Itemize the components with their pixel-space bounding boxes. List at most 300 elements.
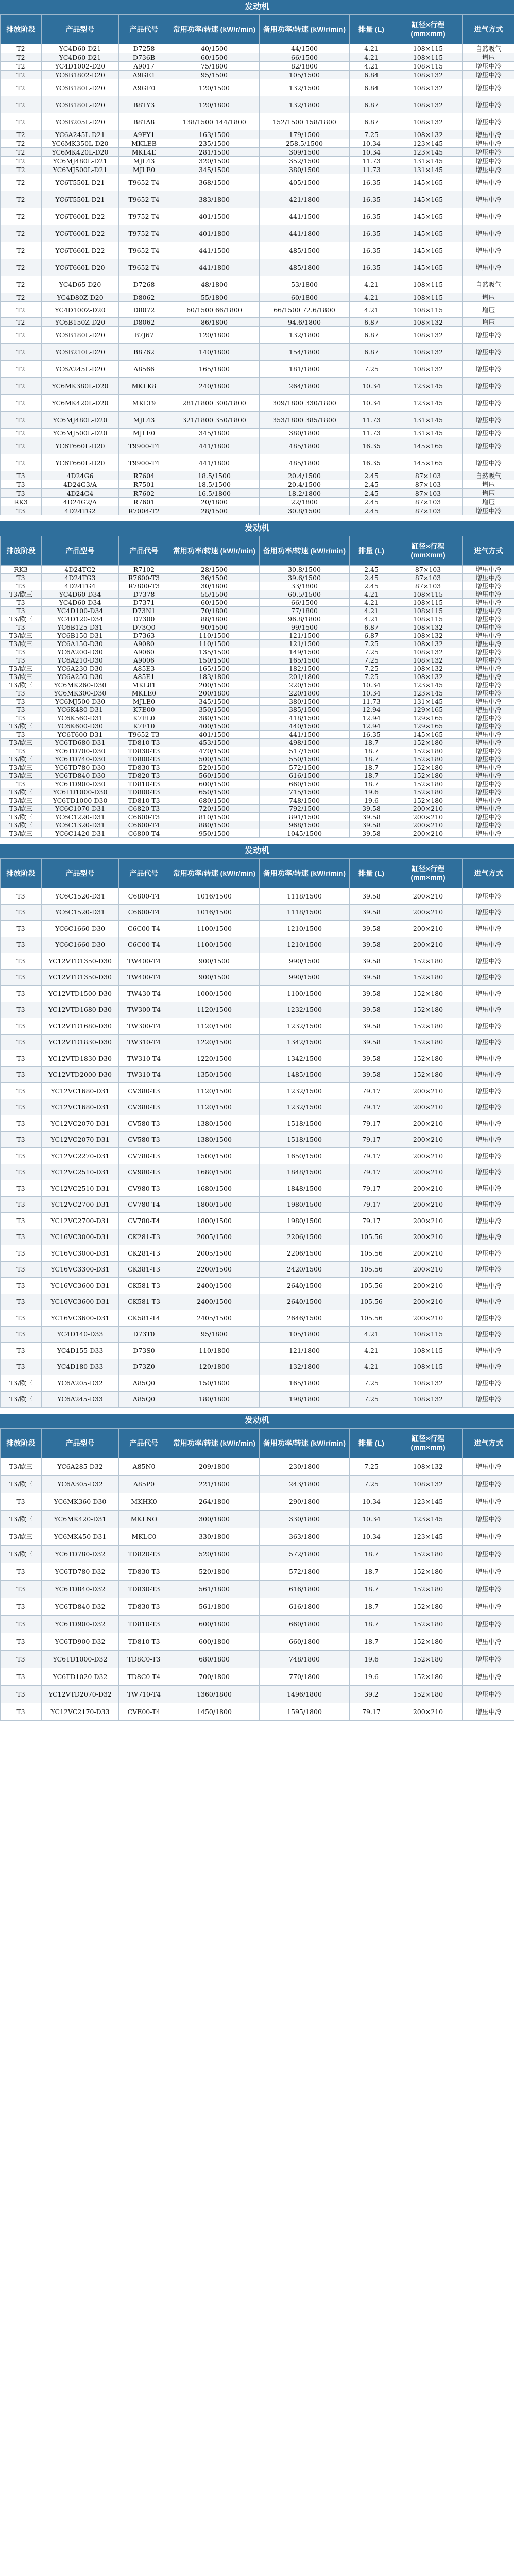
table-cell: 132/1800 (260, 327, 350, 344)
table-cell: TD820-T3 (119, 772, 169, 780)
table-cell: YC6B150-D31 (42, 632, 119, 640)
table-cell: 10.34 (350, 689, 393, 698)
table-cell: T2 (1, 191, 42, 208)
table-cell: 281/1500 (169, 148, 260, 157)
table-row (1, 157, 514, 165)
table-cell: T3 (1, 648, 42, 656)
table-row (1, 706, 514, 714)
table-cell: 36/1500 (169, 574, 260, 582)
table-row (1, 969, 514, 986)
table-cell: 1342/1500 (260, 1050, 350, 1067)
table-cell: 123×145 (393, 689, 463, 698)
table-cell: 39.58 (350, 1002, 393, 1018)
table-cell: YC6T660L-D22 (42, 242, 119, 259)
table-cell: 30/1800 (169, 582, 260, 590)
table-cell: 增压中冷 (463, 566, 514, 574)
table-cell: 700/1800 (169, 1668, 260, 1686)
table-row (1, 506, 514, 515)
table-cell: T2 (1, 225, 42, 242)
table-cell: 108×132 (393, 344, 463, 361)
table-cell: 79.17 (350, 1180, 393, 1197)
table-cell: B8762 (119, 344, 169, 361)
table-cell: CK381-T3 (119, 1261, 169, 1278)
table-cell: 4.21 (350, 62, 393, 71)
table-cell: 39.58 (350, 953, 393, 970)
table-cell: TD810-T3 (119, 1616, 169, 1633)
table-cell: T3 (1, 780, 42, 788)
table-cell: R7604 (119, 471, 169, 480)
table-cell: 增压 (463, 498, 514, 506)
table-cell: 770/1800 (260, 1668, 350, 1686)
table-cell: 350/1500 (169, 706, 260, 714)
table-cell: CV780-T4 (119, 1213, 169, 1229)
table-cell: T2 (1, 96, 42, 113)
table-cell: 20.4/1500 (260, 480, 350, 489)
table-row (1, 1598, 514, 1616)
table-cell: YC6MK350L-D20 (42, 139, 119, 148)
table-cell: T2 (1, 302, 42, 318)
table-cell: 108×132 (393, 71, 463, 79)
table-cell: 200×210 (393, 1294, 463, 1310)
table-cell: 95/1500 (169, 71, 260, 79)
table-cell: CK281-T3 (119, 1229, 169, 1245)
table-cell: T3 (1, 480, 42, 489)
table-cell: RK3 (1, 566, 42, 574)
table-cell: T3 (1, 1278, 42, 1294)
table-cell: YC12VTD2000-D30 (42, 1066, 119, 1083)
table-cell: 增压中冷 (463, 904, 514, 921)
table-cell: YC16VC3300-D31 (42, 1261, 119, 1278)
table-row (1, 632, 514, 640)
table-cell: 87×103 (393, 498, 463, 506)
column-header: 排放阶段 (1, 536, 42, 566)
table-cell: CK581-T3 (119, 1278, 169, 1294)
table-cell: 200×210 (393, 1261, 463, 1278)
table-cell: 105.56 (350, 1261, 393, 1278)
table-row (1, 53, 514, 62)
table-cell: 150/1500 (169, 656, 260, 665)
table-cell: 264/1800 (260, 378, 350, 395)
table-row (1, 607, 514, 615)
table-cell: 增压中冷 (463, 590, 514, 599)
table-cell: 891/1500 (260, 813, 350, 821)
table-cell: YC6MK420L-D20 (42, 395, 119, 412)
table-row (1, 1261, 514, 1278)
table-cell: 10.34 (350, 139, 393, 148)
table-cell: 4.21 (350, 1359, 393, 1375)
table-cell: 405/1500 (260, 174, 350, 191)
table-cell: YC12VC2070-D31 (42, 1115, 119, 1132)
table-cell: B7J67 (119, 327, 169, 344)
table-cell: 18.7 (350, 1563, 393, 1581)
table-cell: 增压中冷 (463, 1616, 514, 1633)
column-header: 缸径×行程 (mm×mm) (393, 536, 463, 566)
table-cell: 108×132 (393, 1458, 463, 1476)
table-cell: YC6C1520-D31 (42, 904, 119, 921)
table-cell: T3/欧三 (1, 772, 42, 780)
table-cell: 121/1500 (260, 640, 350, 648)
table-cell: 150/1800 (169, 1375, 260, 1392)
table-cell: 108×115 (393, 1326, 463, 1343)
table-cell: 352/1500 (260, 157, 350, 165)
column-header: 排放阶段 (1, 859, 42, 888)
table-cell: 132/1800 (260, 96, 350, 113)
table-cell: D8062 (119, 293, 169, 302)
table-cell: 145×165 (393, 731, 463, 739)
table-cell: 增压中冷 (463, 921, 514, 937)
table-cell: CV380-T3 (119, 1083, 169, 1099)
table-cell: 增压中冷 (463, 1196, 514, 1213)
column-header: 排量 (L) (350, 15, 393, 44)
table-cell: 1100/1500 (169, 937, 260, 953)
table-cell: 94.6/1800 (260, 318, 350, 327)
table-row (1, 623, 514, 632)
table-cell: 181/1800 (260, 361, 350, 378)
table-cell: 123×145 (393, 378, 463, 395)
table-cell: T3 (1, 1598, 42, 1616)
table-cell: 108×115 (393, 62, 463, 71)
table-row (1, 1616, 514, 1633)
table-cell: YC6T550L-D21 (42, 174, 119, 191)
table-cell: 79.17 (350, 1703, 393, 1721)
table-row (1, 648, 514, 656)
table-cell: 152×180 (393, 1050, 463, 1067)
table-cell: 87×103 (393, 574, 463, 582)
table-row (1, 953, 514, 970)
table-cell: YC4D1002-D20 (42, 62, 119, 71)
table-cell: 152×180 (393, 1581, 463, 1598)
table-row (1, 71, 514, 79)
table-cell: 增压中冷 (463, 615, 514, 623)
table-cell: 2.45 (350, 506, 393, 515)
table-cell: 16.35 (350, 437, 393, 454)
table-cell: 152×180 (393, 986, 463, 1002)
table-cell: 129×165 (393, 722, 463, 731)
table-cell: 4.21 (350, 53, 393, 62)
table-row (1, 1294, 514, 1310)
table-cell: 20/1800 (169, 498, 260, 506)
table-cell: 39.58 (350, 986, 393, 1002)
table-cell: 增压中冷 (463, 395, 514, 412)
table-cell: 123×145 (393, 139, 463, 148)
table-cell: D73Q0 (119, 623, 169, 632)
table-cell: YC6TD780-D30 (42, 764, 119, 772)
table-cell: 123×145 (393, 1493, 463, 1511)
table-cell: 132/1500 (260, 79, 350, 96)
table-cell: 900/1500 (169, 953, 260, 970)
table-cell: 550/1500 (260, 755, 350, 764)
column-header: 产品代号 (119, 859, 169, 888)
table-cell: T3/欧三 (1, 764, 42, 772)
table-cell: T2 (1, 378, 42, 395)
table-row (1, 225, 514, 242)
table-cell: 131×145 (393, 412, 463, 429)
table-cell: 1220/1500 (169, 1050, 260, 1067)
table-cell: K7EL0 (119, 714, 169, 722)
table-cell: YC12VC2700-D31 (42, 1213, 119, 1229)
table-cell: 6.87 (350, 327, 393, 344)
table-cell: 增压中冷 (463, 1651, 514, 1668)
table-cell: T3/欧三 (1, 796, 42, 805)
table-cell: 增压中冷 (463, 96, 514, 113)
table-cell: YC6A150-D30 (42, 640, 119, 648)
table-cell: 6.84 (350, 79, 393, 96)
table-cell: 4.21 (350, 293, 393, 302)
table-cell: 200×210 (393, 813, 463, 821)
table-cell: YC6MJ500L-D21 (42, 165, 119, 174)
table-cell: C6C00-T4 (119, 921, 169, 937)
table-cell: YC6TD1000-D32 (42, 1651, 119, 1668)
table-cell: 152×180 (393, 1633, 463, 1651)
table-row (1, 471, 514, 480)
table-cell: YC6B1802-D20 (42, 71, 119, 79)
table-row (1, 566, 514, 574)
table-row (1, 1213, 514, 1229)
table-cell: B8TY3 (119, 96, 169, 113)
table-cell: 715/1500 (260, 788, 350, 796)
table-cell: 968/1500 (260, 821, 350, 829)
table-cell: 6.87 (350, 344, 393, 361)
table-row (1, 1375, 514, 1392)
table-cell: 368/1500 (169, 174, 260, 191)
table-cell: 572/1500 (260, 764, 350, 772)
table-cell: TD830-T3 (119, 1581, 169, 1598)
table-row (1, 722, 514, 731)
table-cell: C6800-T4 (119, 829, 169, 838)
table-cell: 增压中冷 (463, 148, 514, 157)
table-cell: 99/1500 (260, 623, 350, 632)
table-cell: 增压中冷 (463, 888, 514, 905)
table-cell: 2420/1500 (260, 1261, 350, 1278)
table-cell: 20.4/1500 (260, 471, 350, 480)
table-cell: 增压中冷 (463, 764, 514, 772)
table-cell: 增压中冷 (463, 813, 514, 821)
table-cell: 108×115 (393, 53, 463, 62)
table-row (1, 480, 514, 489)
table-cell: TW310-T4 (119, 1066, 169, 1083)
table-cell: MKL81 (119, 681, 169, 689)
table-cell: 增压中冷 (463, 1581, 514, 1598)
table-cell: 90/1500 (169, 623, 260, 632)
table-cell: YC6A210-D30 (42, 656, 119, 665)
column-header: 常用功率/转速 (kW/r/min) (169, 859, 260, 888)
table-row (1, 673, 514, 681)
table-cell: 129×165 (393, 706, 463, 714)
table-cell: T3 (1, 1018, 42, 1035)
table-cell: 105.56 (350, 1229, 393, 1245)
table-cell: 1518/1500 (260, 1131, 350, 1148)
section-gap (0, 515, 514, 521)
table-cell: T2 (1, 174, 42, 191)
table-cell: 18.7 (350, 1616, 393, 1633)
table-cell: 4.21 (350, 607, 393, 615)
table-cell: 1518/1500 (260, 1115, 350, 1132)
table-cell: R7600-T3 (119, 574, 169, 582)
table-cell: T9652-T4 (119, 242, 169, 259)
table-cell: 增压中冷 (463, 506, 514, 515)
table-cell: T2 (1, 79, 42, 96)
table-cell: 60/1500 66/1800 (169, 302, 260, 318)
table-row (1, 1278, 514, 1294)
table-cell: 108×115 (393, 1359, 463, 1375)
table-cell: YC12VC2700-D31 (42, 1196, 119, 1213)
table-cell: MKLC0 (119, 1528, 169, 1546)
table-cell: 增压中冷 (463, 665, 514, 673)
table-cell: 1120/1500 (169, 1099, 260, 1115)
table-cell: 4D24TG2 (42, 566, 119, 574)
table-cell: T3 (1, 1099, 42, 1115)
table-cell: K7E00 (119, 706, 169, 714)
table-row (1, 986, 514, 1002)
table-cell: 221/1800 (169, 1476, 260, 1493)
table-cell: TW710-T4 (119, 1686, 169, 1703)
table-row (1, 1528, 514, 1546)
table-cell: 108×132 (393, 318, 463, 327)
table-cell: 6.87 (350, 623, 393, 632)
table-cell: RK3 (1, 498, 42, 506)
table-cell: MJLE0 (119, 698, 169, 706)
table-cell: 441/1800 (260, 225, 350, 242)
table-cell: A85Q0 (119, 1391, 169, 1408)
table-cell: 616/1800 (260, 1598, 350, 1616)
engine-spec-table (0, 536, 514, 838)
table-cell: 1360/1800 (169, 1686, 260, 1703)
table-row (1, 1326, 514, 1343)
table-cell: 18.7 (350, 1581, 393, 1598)
table-cell: 200×210 (393, 1083, 463, 1099)
table-cell: 60/1800 (260, 293, 350, 302)
table-cell: T3/欧三 (1, 1528, 42, 1546)
table-cell: 增压中冷 (463, 1326, 514, 1343)
table-cell: 增压中冷 (463, 623, 514, 632)
table-cell: 11.73 (350, 412, 393, 429)
table-cell: C6C00-T4 (119, 937, 169, 953)
table-cell: YC6TD1020-D32 (42, 1668, 119, 1686)
table-cell: T3/欧三 (1, 1458, 42, 1476)
table-cell: 增压中冷 (463, 1115, 514, 1132)
column-header: 产品型号 (42, 15, 119, 44)
table-cell: 748/1800 (260, 1651, 350, 1668)
table-cell: 19.6 (350, 788, 393, 796)
table-cell: 600/1800 (169, 1616, 260, 1633)
table-cell: T3 (1, 599, 42, 607)
table-cell: T3 (1, 1563, 42, 1581)
table-cell: R7501 (119, 480, 169, 489)
table-cell: K7E10 (119, 722, 169, 731)
table-cell: 增压中冷 (463, 673, 514, 681)
table-cell: 增压中冷 (463, 1066, 514, 1083)
table-cell: D7268 (119, 276, 169, 293)
table-cell: 2.45 (350, 480, 393, 489)
table-cell: 4.21 (350, 44, 393, 53)
column-header: 产品型号 (42, 1429, 119, 1458)
table-cell: 108×132 (393, 1476, 463, 1493)
table-cell: 1380/1500 (169, 1131, 260, 1148)
table-cell: 880/1500 (169, 821, 260, 829)
table-cell: 572/1800 (260, 1563, 350, 1581)
table-cell: 2400/1500 (169, 1278, 260, 1294)
table-cell: 385/1500 (260, 706, 350, 714)
table-cell: YC16VC3000-D31 (42, 1245, 119, 1262)
table-cell: 增压中冷 (463, 656, 514, 665)
table-cell: D73S0 (119, 1343, 169, 1359)
table-row (1, 327, 514, 344)
table-cell: 200×210 (393, 1115, 463, 1132)
table-cell: CV980-T3 (119, 1164, 169, 1180)
table-cell: T3 (1, 1148, 42, 1164)
table-cell: 2206/1500 (260, 1229, 350, 1245)
table-cell: CVE00-T4 (119, 1703, 169, 1721)
table-cell: 增压中冷 (463, 1493, 514, 1511)
table-cell: 79.17 (350, 1131, 393, 1148)
table-cell: 4D24TG3 (42, 574, 119, 582)
table-cell: T2 (1, 208, 42, 225)
table-cell: T2 (1, 71, 42, 79)
table-cell: 345/1500 (169, 698, 260, 706)
table-cell: 增压中冷 (463, 599, 514, 607)
table-cell: 320/1500 (169, 157, 260, 165)
table-cell: T2 (1, 429, 42, 437)
table-cell: A9006 (119, 656, 169, 665)
table-cell: 401/1800 (169, 225, 260, 242)
table-cell: T3 (1, 1294, 42, 1310)
table-cell: 19.6 (350, 1651, 393, 1668)
table-cell: YC6TD700-D30 (42, 747, 119, 755)
table-cell: 2.45 (350, 574, 393, 582)
table-cell: TD810-T3 (119, 739, 169, 747)
table-cell: 138/1500 144/1800 (169, 113, 260, 130)
table-cell: 39.58 (350, 1034, 393, 1050)
table-cell: 87×103 (393, 566, 463, 574)
table-cell: TD810-T3 (119, 1633, 169, 1651)
table-cell: 660/1800 (260, 1633, 350, 1651)
section-gap (0, 1408, 514, 1414)
table-cell: YC6A200-D30 (42, 648, 119, 656)
table-cell: 180/1800 (169, 1391, 260, 1408)
table-cell: 22/1800 (260, 498, 350, 506)
table-cell: 200×210 (393, 821, 463, 829)
table-cell: 131×145 (393, 698, 463, 706)
table-cell: D736B (119, 53, 169, 62)
table-row (1, 1581, 514, 1598)
table-cell: 18.7 (350, 780, 393, 788)
table-cell: 39.58 (350, 813, 393, 821)
table-cell: 2206/1500 (260, 1245, 350, 1262)
table-cell: YC4D60-D34 (42, 590, 119, 599)
table-cell: 441/1500 (260, 208, 350, 225)
table-row (1, 165, 514, 174)
table-cell: YC6B180L-D20 (42, 327, 119, 344)
table-cell: 18.7 (350, 764, 393, 772)
table-cell: YC6B125-D31 (42, 623, 119, 632)
table-cell: 4D24G3/A (42, 480, 119, 489)
table-row (1, 1651, 514, 1668)
column-header: 常用功率/转速 (kW/r/min) (169, 15, 260, 44)
table-cell: 增压 (463, 53, 514, 62)
table-cell: T2 (1, 165, 42, 174)
table-cell: 增压中冷 (463, 378, 514, 395)
column-header: 排量 (L) (350, 536, 393, 566)
table-cell: T9900-T4 (119, 437, 169, 454)
table-cell: 增压中冷 (463, 429, 514, 437)
table-cell: 79.17 (350, 1148, 393, 1164)
table-cell: 792/1500 (260, 805, 350, 813)
table-cell: 增压中冷 (463, 1633, 514, 1651)
table-cell: 200×210 (393, 1229, 463, 1245)
column-header: 产品型号 (42, 536, 119, 566)
table-cell: CK281-T3 (119, 1245, 169, 1262)
table-cell: 18.2/1800 (260, 489, 350, 498)
